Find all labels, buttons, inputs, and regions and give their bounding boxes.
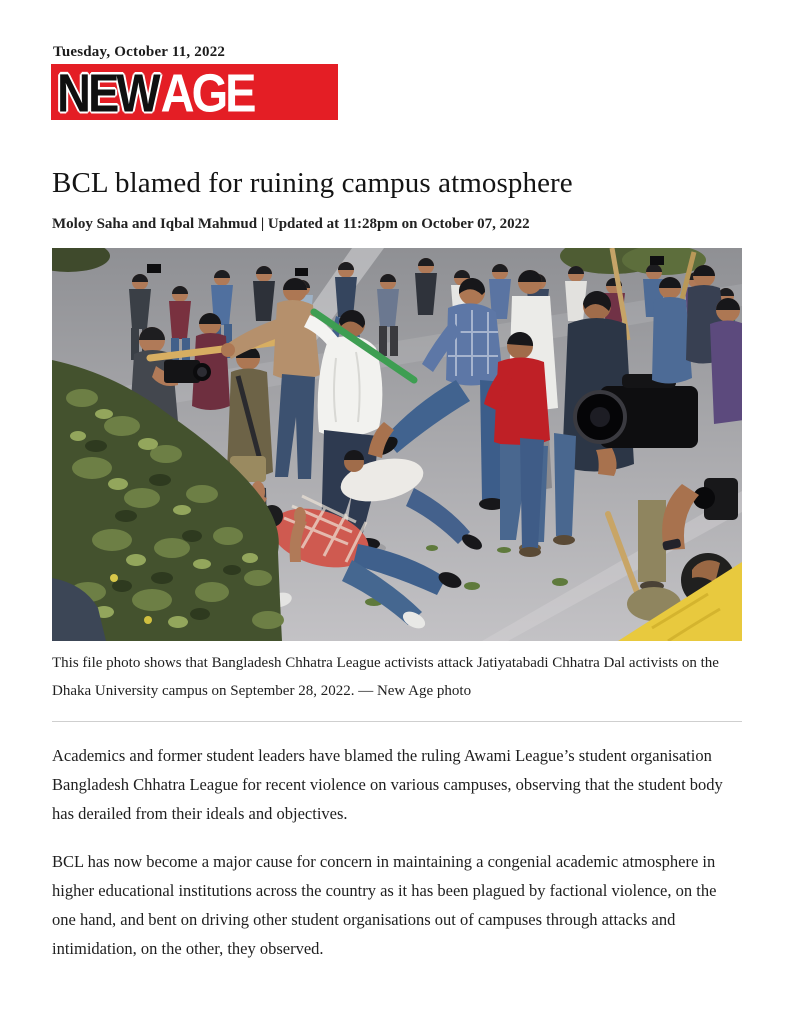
article-byline: Moloy Saha and Iqbal Mahmud | Updated at 11:28pm on October 07, 2022 (52, 216, 530, 232)
masthead-date: Tuesday, October 11, 2022 (53, 44, 226, 60)
divider (52, 721, 742, 722)
article-figure (52, 248, 742, 705)
article-photo-illustration (52, 248, 742, 641)
article-paragraph-1: Academics and former student leaders have blamed the ruling Awami League’s student organisation Bangladesh Chhatra League for recent violence on various campuses, observing that the student body has derailed from their ideals and objectives. (52, 746, 723, 823)
photo-caption: This file photo shows that Bangladesh Chhatra League activists attack Jatiyatabadi Chhatra Dal activists on the Dhaka University campus on September 28, 2022. — New Age photo (52, 655, 719, 699)
article-headline: BCL blamed for ruining campus atmosphere (52, 167, 573, 199)
newage-logo (52, 65, 337, 119)
article-paragraph-2: BCL has now become a major cause for concern in maintaining a congenial academic atmosphere in higher educational institutions across the country as it has been plagued by factional violence, on the one hand, and bent on driving other student organisations out of campuses through attacks and intimidation, on the other, they observed. (52, 852, 717, 958)
logo-word-age: AGE (160, 65, 254, 119)
logo-word-new: NEW (57, 65, 158, 119)
